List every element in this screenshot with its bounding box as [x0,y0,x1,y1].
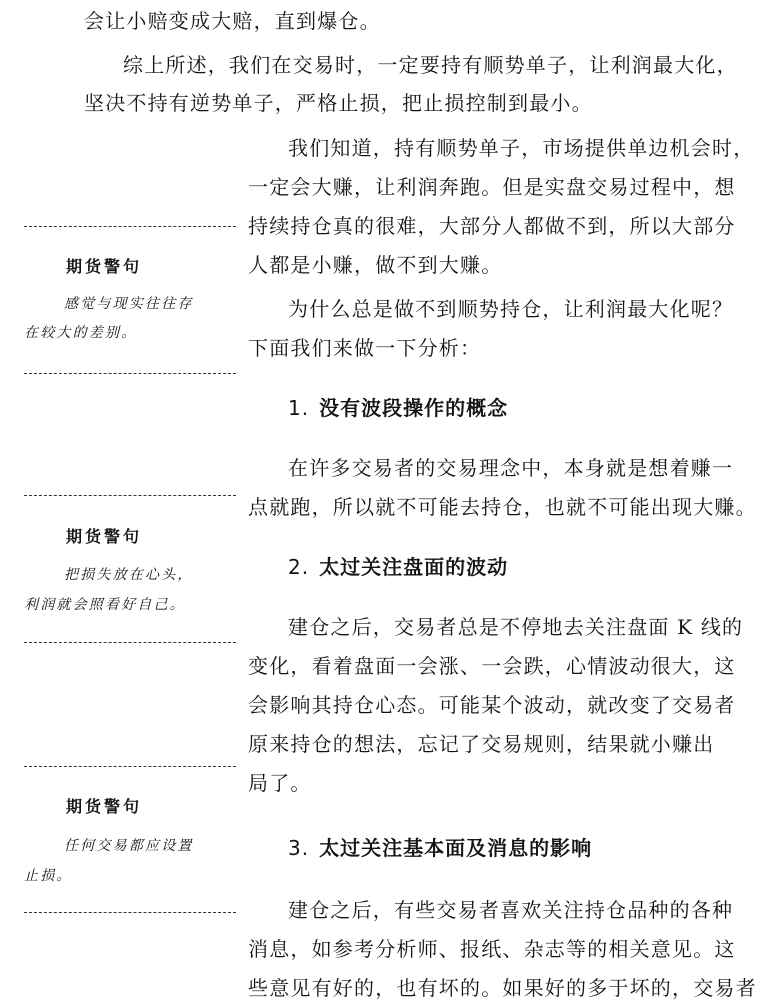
sidebar-divider [24,642,236,643]
paragraph-line: 原来持仓的想法，忘记了交易规则，结果就小赚出 [248,732,715,756]
sidebar-box-text: 利润就会照看好自己。 [24,597,186,613]
section-heading-2 [288,554,508,580]
sidebar-box-text: 在较大的差别。 [24,325,138,341]
paragraph-line: 变化，看着盘面一会涨、一会跌，心情波动很大，这 [248,654,736,678]
sidebar-box-title: 期货警句 [66,797,143,816]
heading-text: 太过关注盘面的波动 [319,555,509,579]
paragraph-line: 持续持仓真的很难，大部分人都做不到，所以大部分 [248,214,736,238]
paragraph-line: 人都是小赚，做不到大赚。 [248,253,503,277]
paragraph-line: 下面我们来做一下分析： [248,336,482,360]
heading-text: 太过关注基本面及消息的影响 [319,836,593,860]
paragraph-line: 局了。 [248,771,312,795]
paragraph-line: 些意见有好的，也有坏的。如果好的多于坏的，交易者 [248,976,757,1000]
heading-number: 2. [288,555,310,579]
heading-number: 1. [288,396,310,420]
paragraph-line: 在许多交易者的交易理念中，本身就是想着赚一 [288,456,734,480]
sidebar-box-title: 期货警句 [66,257,143,276]
paragraph-line: 建仓之后，交易者总是不停地去关注盘面 K 线的 [288,615,744,639]
heading-number: 3. [288,836,310,860]
paragraph-line: 坚决不持有逆势单子，严格止损，把止损控制到最小。 [84,91,593,115]
sidebar-box-text: 止损。 [24,868,73,884]
paragraph-line: 建仓之后，有些交易者喜欢关注持仓品种的各种 [288,898,734,922]
heading-text: 没有波段操作的概念 [319,396,509,420]
section-heading-3 [288,835,592,861]
sidebar-divider [24,373,236,374]
paragraph-line: 一定会大赚，让利润奔跑。但是实盘交易过程中，想 [248,175,736,199]
paragraph-line: 会让小赔变成大赔，直到爆仓。 [84,9,381,33]
sidebar-box-text: 感觉与现实往往存 [64,296,194,312]
sidebar-box-text: 把损失放在心头， [64,567,194,583]
sidebar-divider [24,495,236,496]
sidebar-box-title: 期货警句 [66,527,143,546]
paragraph-line: 消息，如参考分析师、报纸、杂志等的相关意见。这 [248,937,736,961]
paragraph-line: 会影响其持仓心态。可能某个波动，就改变了交易者 [248,693,736,717]
paragraph-line: 我们知道，持有顺势单子，市场提供单边机会时， [288,136,755,160]
sidebar-divider [24,226,236,227]
paragraph-line: 点就跑，所以就不可能去持仓，也就不可能出现大赚。 [248,495,757,519]
sidebar-divider [24,766,236,767]
sidebar-divider [24,912,236,913]
paragraph-line: 综上所述，我们在交易时，一定要持有顺势单子，让利润最大化， [123,53,738,77]
sidebar-box-text: 任何交易都应设置 [64,838,194,854]
section-heading-1 [288,395,508,421]
paragraph-line: 为什么总是做不到顺势持仓，让利润最大化呢？ [288,297,734,321]
